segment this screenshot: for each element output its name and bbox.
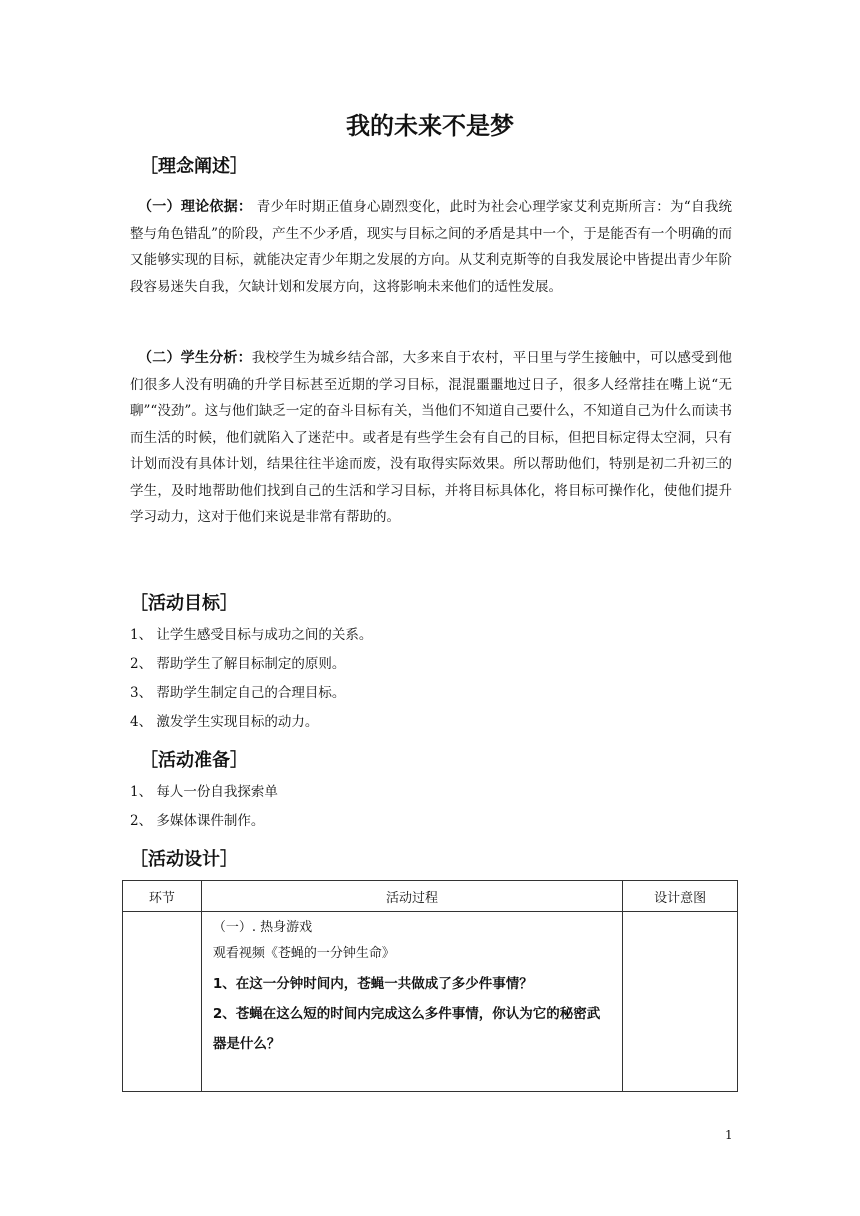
list-item: 4、 激发学生实现目标的动力。 bbox=[130, 714, 319, 730]
process-line: 观看视频《苍蝇的一分钟生命》 bbox=[212, 946, 395, 961]
table-row bbox=[123, 912, 738, 1092]
section-heading-goals: ［活动目标］ bbox=[130, 593, 238, 614]
page-number: 1 bbox=[725, 1128, 733, 1142]
column-header-stage: 环节 bbox=[123, 881, 202, 912]
theory-text: 青少年时期正值身心剧烈变化，此时为社会心理学家艾利克斯所言：为“自我统整与角色错乱”的阶段，产生不少矛盾，现实与目标之间的矛盾是其中一个，于是能否有一个明确的而又能够实现的目标，就能决定青少年期之发展的方向。从艾利克斯等的自我发展论中皆提出青少年阶段容易迷失自我，欠缺计划和发展方向，这将影响未来他们的适性发展。 bbox=[130, 199, 732, 295]
page-title: 我的未来不是梦 bbox=[346, 112, 514, 140]
theory-paragraph bbox=[130, 194, 732, 300]
table-header-row bbox=[123, 881, 738, 912]
question-2: 2、苍蝇在这么短的时间内完成这么多件事情，你认为它的秘密武器是什么？ bbox=[212, 1006, 601, 1052]
process-cell bbox=[201, 912, 622, 1092]
question-1: 1、在这一分钟时间内，苍蝇一共做成了多少件事情？ bbox=[212, 976, 533, 992]
analysis-text: 我校学生为城乡结合部，大多来自于农村，平日里与学生接触中，可以感受到他们很多人没有明确的升学目标甚至近期的学习目标，混混噩噩地过日子，很多人经常挂在嘴上说“无聊”“没劲”。这与他们缺乏一定的奋斗目标有关，当他们不知道自己要什么，不知道自己为什么而读书而生活的时候，他们就陷入了迷茫中。或者是有些学生会有自己的目标，但把目标定得太空洞，只有计划而没有具体计划，结果往往半途而废，没有取得实际效果。所以帮助他们，特别是初二升初三的学生，及时地帮助他们找到自己的生活和学习目标，并将目标具体化，将目标可操作化，使他们提升学习动力，这对于他们来说是非常有帮助的。 bbox=[130, 350, 733, 525]
analysis-paragraph bbox=[130, 345, 732, 531]
prep-list bbox=[130, 778, 278, 836]
list-item: 2、 帮助学生了解目标制定的原则。 bbox=[130, 656, 346, 672]
column-header-process: 活动过程 bbox=[201, 881, 622, 912]
goals-list bbox=[130, 621, 372, 737]
list-item: 2、 多媒体课件制作。 bbox=[130, 813, 265, 829]
column-header-intent: 设计意图 bbox=[623, 881, 738, 912]
activity-design-table bbox=[122, 880, 738, 1092]
theory-label: （一）理论依据： bbox=[138, 199, 253, 215]
process-line: （一）. 热身游戏 bbox=[212, 920, 313, 935]
intent-cell bbox=[623, 912, 738, 1092]
stage-cell bbox=[123, 912, 202, 1092]
list-item: 3、 帮助学生制定自己的合理目标。 bbox=[130, 685, 346, 701]
section-heading-design: ［活动设计］ bbox=[130, 849, 238, 870]
list-item: 1、 让学生感受目标与成功之间的关系。 bbox=[130, 627, 373, 643]
section-heading-concept: ［理念阐述］ bbox=[140, 156, 248, 177]
analysis-label: （二）学生分析： bbox=[138, 350, 252, 366]
list-item: 1、 每人一份自我探索单 bbox=[130, 784, 278, 800]
section-heading-prep: ［活动准备］ bbox=[140, 750, 248, 771]
